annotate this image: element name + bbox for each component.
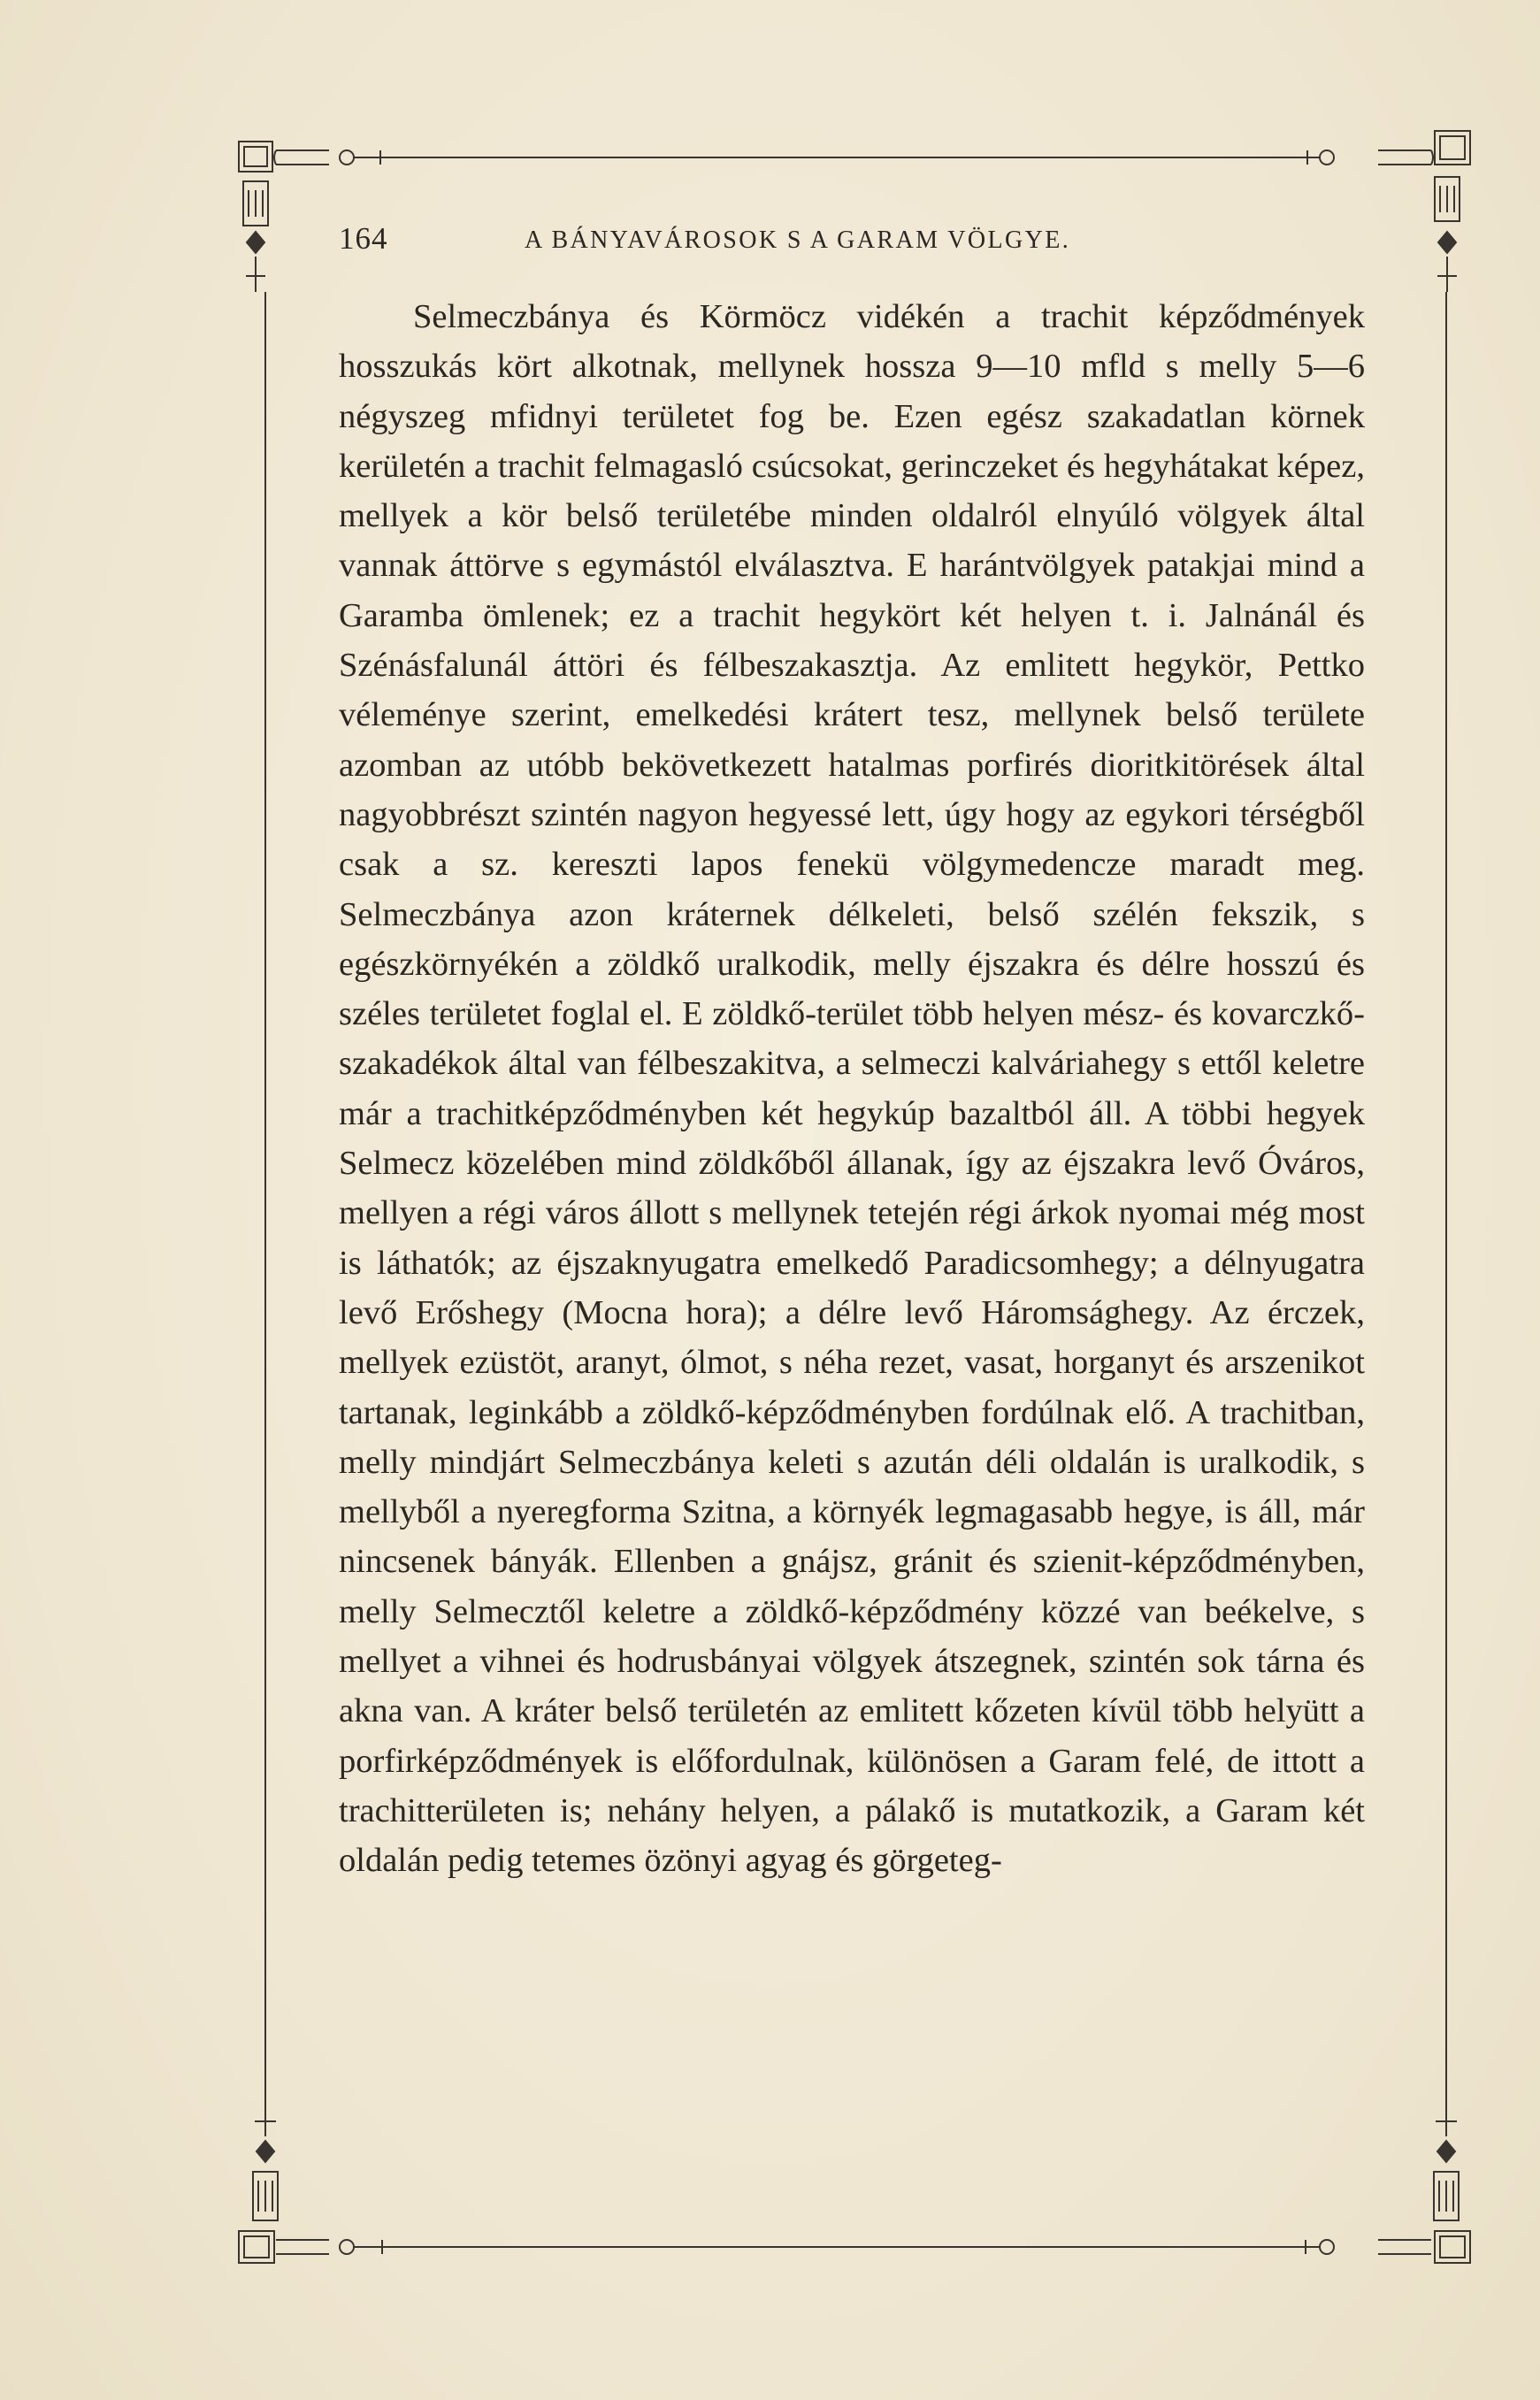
corner-ornament-bottom-left bbox=[239, 2105, 398, 2263]
corner-ornament-bottom-right bbox=[1291, 2105, 1470, 2263]
page-number: 164 bbox=[339, 221, 388, 256]
paragraph: Selmeczbánya és Körmöcz vidékén a trachit képződmények hosszukás kört alkotnak, mellynek hossza 9—10 mfld s melly 5—6 négyszeg mfidnyi területet fog be. Ezen egész szakadatlan körnek kerületén a trachit felmagasló csúcsokat, gerinczeket és hegyhátakat képez, mellyek a kör belső területébe minden oldalról elnyúló völgyek által vannak áttörve s egymástól elválasztva. E harántvölgyek patakjai mind a Garamba ömlenek; ez a trachit hegykört két helyen t. i. Jalnánál és Szénásfalunál áttöri és félbeszakasztja. Az emlitett hegykör, Pettko véleménye szerint, emelkedési krátert tesz, mellynek belső területe azomban az utóbb bekövetkezett hatalmas porfirés dioritkitörések által nagyobbrészt szintén nagyon hegyessé lett, úgy hogy az egykori térségből csak a sz. kereszti lapos fenekü völgymedencze maradt meg. Selmeczbánya azon kráternek délkeleti, belső szélén fekszik, s egészkörnyékén a zöldkő uralkodik, melly éjszakra és délre hosszú és széles területet foglal el. E zöldkő-terület több helyen mész- és kovarczkő-szakadékok által van félbeszakitva, a selmeczi kalváriahegy s ettől keletre már a trachitképződményben két hegykúp bazaltból áll. A többi hegyek Selmecz közelében mind zöldkőből állanak, így az éjszakra levő Óváros, mellyen a régi város állott s mellynek tetején régi árkok nyomai még most is láthatók; az éjszaknyugatra emelkedő Paradicsomhegy; a délnyugatra levő Erőshegy (Mocna hora); a délre levő Háromsághegy. Az érczek, mellyek ezüstöt, aranyt, ólmot, s néha rezet, vasat, horganyt és arszenikot tartanak, leginkább a zöldkő-képződményben fordúlnak elő. A trachitban, melly mindjárt Selmeczbánya keleti s azután déli oldalán is uralkodik, s mellyből a nyeregforma Szitna, a környék legmagasabb hegye, is áll, már nincsenek bányák. Ellenben a gnájsz, gránit és szienit-képződményben, melly Selmecztől keletre a zöldkő-képződmény közzé van beékelve, s mellyet a vihnei és hodrusbányai völgyek átszegnek, szintén sok tárna és akna van. A kráter belső területén az emlitett kőzeten kívül több helyütt a porfirképződmények is előfordulnak, különösen a Garam felé, de ittott a trachitterületen is; nehány helyen, a pálakő is mutatkozik, a Garam két oldalán pedig tetemes özönyi agyag és görgeteg- bbox=[339, 298, 1365, 1880]
running-title: A BÁNYAVÁROSOK S A GARAM VÖLGYE. bbox=[525, 226, 1071, 254]
body-text bbox=[339, 292, 1365, 2114]
page-header bbox=[339, 221, 1365, 274]
